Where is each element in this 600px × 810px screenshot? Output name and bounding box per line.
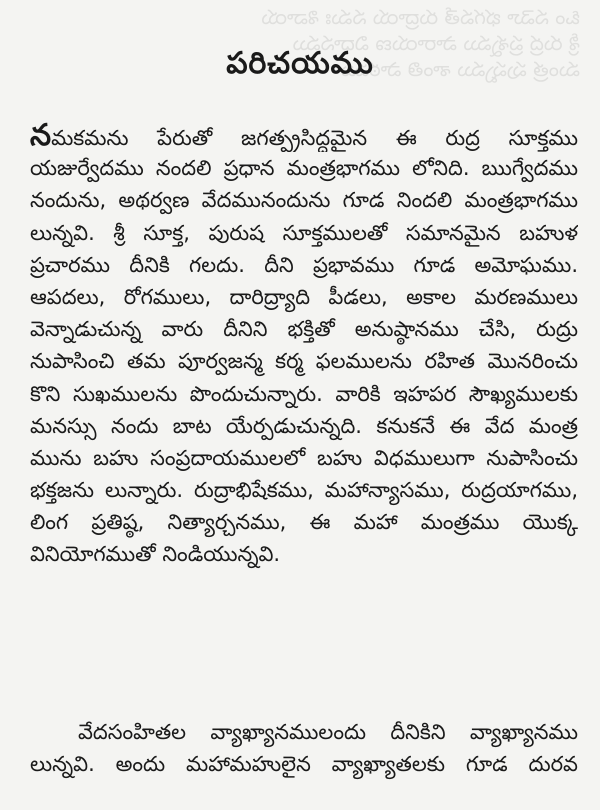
text-line: మనస్సు నందు బాట యేర్పడుచున్నది. కనుకనే ఈ వేద మంత్ర xyxy=(30,413,578,438)
text-line-content: వేదసంహితల వ్యాఖ్యానములందు దీనికిని వ్యాఖ్యానము xyxy=(78,720,578,744)
text-line: భక్తజను లున్నారు. రుద్రాభిషేకము, మహాన్యాసము, రుద్రయాగము, xyxy=(30,478,578,503)
drop-cap: న xyxy=(30,120,52,153)
text-line-content: మకమను పేరుతో జగత్ప్రసిద్ధమైన ఈ రుద్ర సూక్తము xyxy=(51,126,578,150)
text-line: వినియోగముతో నిండియున్నవి. xyxy=(30,542,281,567)
text-line: లున్నవి. శ్రీ సూక్త, పురుష సూక్తములతో సమానమైన బహుళ xyxy=(30,220,578,245)
text-line: కొని సుఖములను పొందుచున్నారు. వారికి ఇహపర సౌఖ్యములకు xyxy=(30,381,578,406)
text-line: లింగ ప్రతిష్ఠ, నిత్యార్చనము, ఈ మహా మంత్రము యొక్క xyxy=(30,510,578,535)
text-line: యజుర్వేదము నందలి ప్రధాన మంత్రభాగము లోనిది. ఋగ్వేదము xyxy=(30,156,578,181)
paragraph-introduction xyxy=(30,120,578,571)
text-line: ప్రచారము దీనికి గలదు. దీని ప్రభావము గూడ అమోఘము. xyxy=(30,252,578,277)
text-line: ఆపదలు, రోగములు, దారిద్ర్యాది పీడలు, అకాల మరణములు xyxy=(30,284,578,309)
text-line: మును బహు సంప్రదాయములలో బహు విధములుగా నుపాసించు xyxy=(30,445,578,470)
text-line xyxy=(30,716,578,748)
text-line xyxy=(30,120,578,152)
bleed-line: ఓం నమో భగవతే రుద్రాయ నమః శివాయ xyxy=(261,5,580,29)
text-line: నుపాసించి తమ పూర్వజన్మ కర్మ ఫలములను రహిత మొనరించు xyxy=(30,349,578,374)
bleed-line: మంత్ర పుష్పము శాంతి పాఠము xyxy=(340,57,580,81)
text-line: నందును, అథర్వణ వేదమునందును గూడ నిందలి మంత్రభాగము xyxy=(30,188,578,213)
text-line: లున్నవి. అందు మహామహులైన వ్యాఖ్యాతలకు గూడ దురవ xyxy=(30,752,578,777)
bleed-line: శ్రీ రుద్ర ప్రశ్నము పారాయణ విధానము xyxy=(292,31,580,55)
paragraph-commentaries xyxy=(30,716,578,780)
text-line: వెన్నాడుచున్న వారు దీనిని భక్తితో అనుష్ఠానము చేసి, రుద్రు xyxy=(30,317,578,342)
page-title: పరిచయము xyxy=(226,46,374,81)
